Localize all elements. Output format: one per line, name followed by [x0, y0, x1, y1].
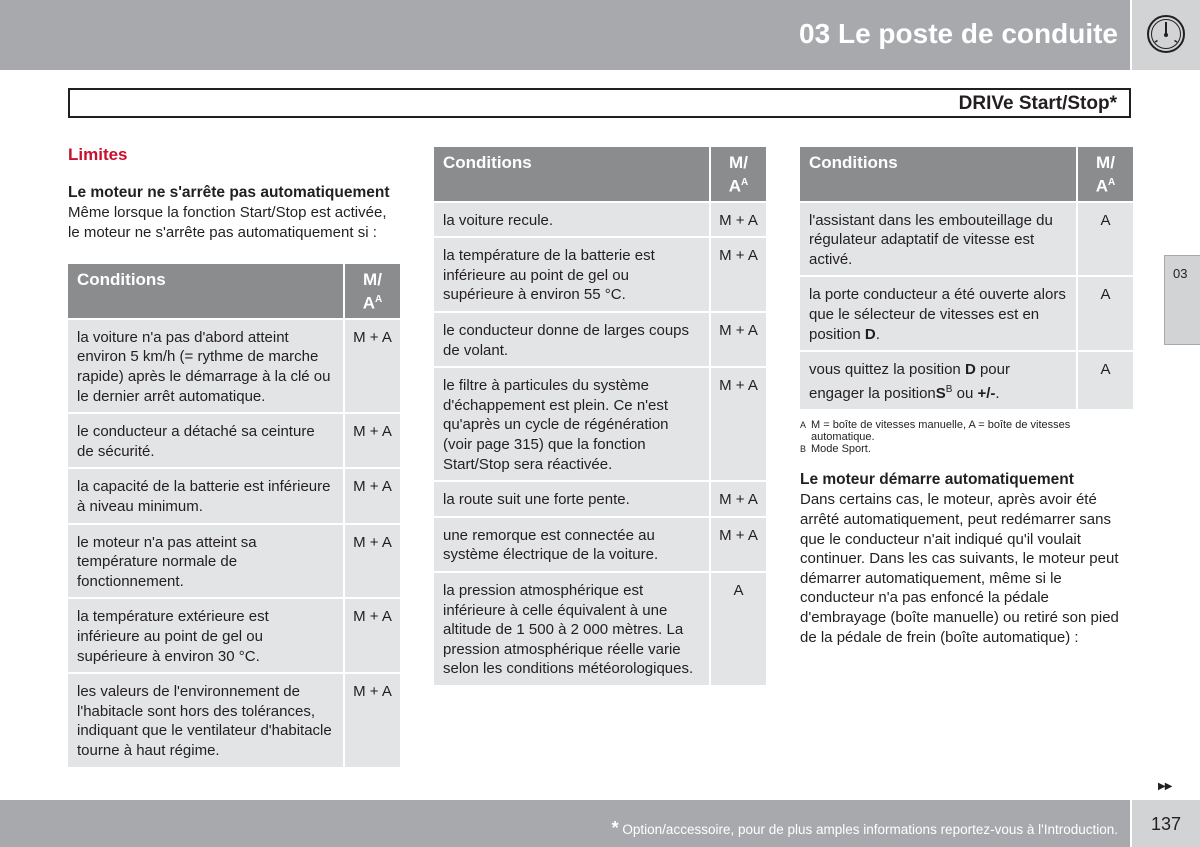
page-number: 137	[1132, 800, 1200, 847]
ma-cell: M + A	[711, 238, 766, 311]
chapter-header	[0, 0, 1130, 70]
condition-cell: le conducteur donne de larges coups de volant.	[434, 313, 709, 366]
chapter-side-tab	[1164, 255, 1200, 345]
ma-cell: M + A	[345, 469, 400, 522]
ma-cell: M + A	[711, 203, 766, 237]
table-row	[68, 599, 400, 672]
ma-cell: M + A	[345, 674, 400, 766]
auto-start-body: Dans certains cas, le moteur, après avoir été arrêté automatiquement, peut redémarrer sans que le conducteur n'ait indiqué qu'il voulait continuer. Dans les cas suivants, le moteur peut démarrer automatiquement, même si le conducteur n'a pas enfoncé la pédale d'embrayage (boîte manuelle) ou retiré son pied de la pédale de frein (boîte automatique) :	[800, 491, 1119, 646]
table-header-conditions: Conditions	[800, 147, 1076, 201]
column-3	[800, 145, 1133, 647]
table-row	[68, 320, 400, 412]
chapter-icon-box	[1132, 0, 1200, 70]
table-row	[434, 203, 766, 237]
table-row	[800, 203, 1133, 276]
gauge-icon	[1146, 14, 1186, 54]
section-header	[68, 88, 1131, 118]
condition-cell: la porte conducteur a été ouverte alors que le sélecteur de vitesses est en position D.	[800, 277, 1076, 350]
ma-cell: M + A	[345, 414, 400, 467]
footnote: A M = boîte de vitesses manuelle, A = boîte de vitesses automatique.	[800, 419, 1071, 444]
no-auto-stop-subheading: Le moteur ne s'arrête pas automatiquement	[68, 184, 390, 201]
table-row	[434, 313, 766, 366]
conditions-table-2	[432, 145, 768, 687]
section-title: DRIVe Start/Stop*	[958, 93, 1117, 114]
conditions-table-3	[798, 145, 1135, 411]
side-tab-label: 03	[1173, 266, 1188, 281]
condition-cell: la capacité de la batterie est inférieure à niveau minimum.	[68, 469, 343, 522]
ma-cell: M + A	[711, 482, 766, 516]
ma-cell: A	[1078, 277, 1133, 350]
ma-cell: M + A	[345, 320, 400, 412]
table-header-ma: M/ $A^A$	[1078, 147, 1133, 201]
ma-cell: A	[1078, 203, 1133, 276]
table-row	[68, 674, 400, 766]
footer-note: * Option/accessoire, pour de plus amples informations reportez-vous à l'Introduction.	[611, 818, 1118, 838]
table-row	[800, 277, 1133, 350]
column-2	[434, 145, 766, 687]
condition-cell: les valeurs de l'environnement de l'habitacle sont hors des tolérances, indiquant que le ventilateur d'habitacle tourne à haut régime.	[68, 674, 343, 766]
ma-cell: M + A	[345, 599, 400, 672]
chapter-title: 03 Le poste de conduite	[799, 18, 1118, 49]
table-header-conditions: Conditions	[68, 264, 343, 318]
footnote: B Mode Sport.	[800, 443, 871, 456]
condition-cell: le filtre à particules du système d'échappement est plein. Ce n'est qu'après un cycle de régénération (voir page 315) que la fonction Start/Stop sera réactivée.	[434, 368, 709, 480]
ma-cell: M + A	[711, 368, 766, 480]
column-1	[68, 145, 400, 769]
table-row	[434, 238, 766, 311]
condition-cell: la température extérieure est inférieure au point de gel ou supérieure à environ 30 °C.	[68, 599, 343, 672]
conditions-table-1	[66, 262, 402, 768]
table-row	[434, 518, 766, 571]
ma-cell: A	[711, 573, 766, 685]
double-arrow-right-icon: ▶▶	[1158, 781, 1172, 792]
no-auto-stop-intro: Même lorsque la fonction Start/Stop est activée, le moteur ne s'arrête pas automatiquement si :	[68, 204, 387, 241]
condition-cell: vous quittez la position D pour engager la positionS$^B$ ou +/-.	[800, 352, 1076, 409]
condition-cell: le conducteur a détaché sa ceinture de sécurité.	[68, 414, 343, 467]
table-row	[68, 414, 400, 467]
ma-cell: A	[1078, 352, 1133, 409]
ma-cell: M + A	[345, 525, 400, 598]
table-row	[434, 482, 766, 516]
table-row	[68, 525, 400, 598]
condition-cell: l'assistant dans les embouteillage du régulateur adaptatif de vitesse est activé.	[800, 203, 1076, 276]
condition-cell: la voiture recule.	[434, 203, 709, 237]
limits-heading: Limites	[68, 145, 128, 164]
condition-cell: la route suit une forte pente.	[434, 482, 709, 516]
ma-cell: M + A	[711, 518, 766, 571]
ma-cell: M + A	[711, 313, 766, 366]
condition-cell: la voiture n'a pas d'abord atteint environ 5 km/h (= rythme de marche rapide) après le démarrage à la clé ou le dernier arrêt automatique.	[68, 320, 343, 412]
footnotes	[800, 419, 1133, 455]
auto-start-subheading: Le moteur démarre automatiquement	[800, 471, 1074, 489]
table-row	[434, 573, 766, 685]
table-row	[434, 368, 766, 480]
condition-cell: la pression atmosphérique est inférieure à celle équivalent à une altitude de 1 500 à 2 000 mètres. La pression atmosphérique réelle varie selon les conditions météorologiques.	[434, 573, 709, 685]
table-row	[800, 352, 1133, 409]
page-footer	[0, 800, 1130, 847]
table-header-ma: M/ $A^A$	[711, 147, 766, 201]
table-header-conditions: Conditions	[434, 147, 709, 201]
table-row	[68, 469, 400, 522]
table-header-ma: M/ $A^A$	[345, 264, 400, 318]
condition-cell: une remorque est connectée au système électrique de la voiture.	[434, 518, 709, 571]
condition-cell: le moteur n'a pas atteint sa température normale de fonctionnement.	[68, 525, 343, 598]
condition-cell: la température de la batterie est inférieure au point de gel ou supérieure à environ 55 °C.	[434, 238, 709, 311]
